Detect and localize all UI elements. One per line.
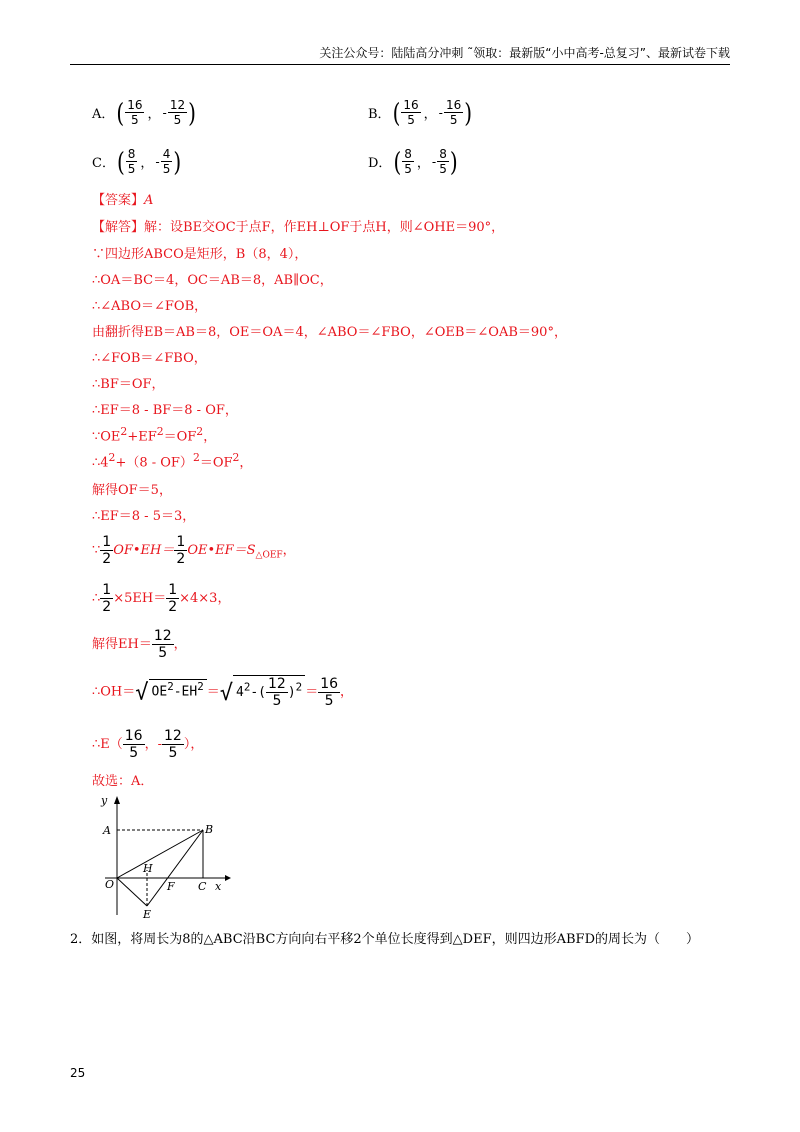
fraction: $\frac{8}{5}$ bbox=[127, 147, 136, 176]
option-a: A． ( $\frac{16}{5}$ ， - $\frac{12}{5}$ ) bbox=[92, 96, 196, 129]
label-e: E bbox=[143, 908, 152, 920]
fraction-half: $\frac{1}{2}$ bbox=[102, 582, 112, 615]
label-y: y bbox=[101, 794, 108, 807]
fraction-twelve-fifths: $\frac{12}{5}$ bbox=[153, 628, 172, 661]
segment-be bbox=[147, 830, 203, 906]
analysis-line-10: $\therefore 4^2+(8 - OF)^2=OF^2$， bbox=[92, 451, 253, 471]
analysis-line-14: ∴ $\frac{1}{2}$ ×5EH＝ $\frac{1}{2}$ ×4×3， bbox=[92, 582, 231, 615]
label-a: A bbox=[103, 824, 111, 837]
option-c: C． ( $\frac{8}{5}$ ， - $\frac{4}{5}$ ) bbox=[92, 145, 182, 178]
fraction: $\frac{16}{5}$ bbox=[446, 98, 462, 127]
page-header: 关注公众号：陆陆高分冲刺 ˜领取：最新版“小中高考-总复习”、最新试卷下载 bbox=[70, 44, 730, 65]
label-o: O bbox=[105, 878, 115, 891]
label-f: F bbox=[167, 880, 175, 893]
analysis-line-2: ∵四边形ABCO是矩形，B（8，4）， bbox=[92, 247, 308, 262]
sqrt-expression: √ $4^2-$( $\frac{12}{5}$ )$^2$ bbox=[220, 675, 305, 709]
analysis-line-18: 故选：A． bbox=[92, 774, 154, 789]
analysis-line-16: ∴OH＝√ $OE^2-EH^2$ ＝√ $4^2-$( $\frac{12}{5}$ )$^2$ ＝ $\frac{16}{5}$ ， bbox=[92, 675, 354, 709]
page-number: 25 bbox=[70, 1066, 86, 1080]
segment-ob bbox=[117, 830, 203, 878]
fraction-half: $\frac{1}{2}$ bbox=[176, 534, 186, 567]
option-d: D． ( $\frac{8}{5}$ ， - $\frac{8}{5}$ ) bbox=[368, 145, 458, 178]
y-axis-arrow bbox=[114, 796, 120, 804]
sqrt-expression: √ $OE^2-EH^2$ bbox=[135, 679, 206, 705]
analysis-line-8: ∴EF＝8 - BF＝8 - OF， bbox=[92, 403, 238, 418]
analysis-line-15: 解得EH＝ $\frac{12}{5}$ ， bbox=[92, 628, 187, 661]
fraction-twelve-fifths: $\frac{12}{5}$ bbox=[164, 728, 182, 761]
fraction: $\frac{8}{5}$ bbox=[439, 147, 447, 176]
fraction: $\frac{16}{5}$ bbox=[403, 98, 419, 127]
analysis-line-11: 解得OF＝5， bbox=[92, 483, 172, 498]
fraction-half: $\frac{1}{2}$ bbox=[168, 582, 178, 615]
geometry-figure bbox=[85, 790, 235, 920]
analysis-line-5: 由翻折得EB＝AB＝8，OE＝OA＝4，∠ABO＝∠FBO，∠OEB＝∠OAB＝90°， bbox=[92, 325, 567, 340]
fraction: $\frac{16}{5}$ bbox=[127, 98, 143, 127]
segment-oe bbox=[117, 878, 147, 906]
analysis-line-6: ∴∠FOB＝∠FBO， bbox=[92, 351, 207, 366]
analysis-line-4: ∴∠ABO＝∠FOB， bbox=[92, 299, 208, 314]
answer-line: 【答案】A bbox=[92, 193, 154, 208]
x-axis-arrow bbox=[225, 875, 231, 881]
analysis-line-9: $\because OE^2+EF^2=OF^2$， bbox=[92, 425, 217, 445]
analysis-line-1: 【解答】解：设BE交OC于点F，作EH⊥OF于点H，则∠OHE＝90°， bbox=[92, 220, 505, 235]
analysis-line-3: ∴OA＝BC＝4，OC＝AB＝8，AB∥OC， bbox=[92, 273, 333, 288]
label-x: x bbox=[215, 880, 222, 893]
fraction: $\frac{12}{5}$ bbox=[169, 98, 186, 127]
fraction: $\frac{4}{5}$ bbox=[162, 147, 171, 176]
question-2: 2．如图，将周长为8的△ABC沿BC方向向右平移2个单位长度得到△DEF，则四边形ABFD的周长为（ ） bbox=[70, 932, 699, 947]
analysis-line-13: ∵ $\frac{1}{2}$ OF•EH＝ $\frac{1}{2}$ $OE•EF=S_{\triangle OEF}$， bbox=[92, 534, 296, 567]
fraction: $\frac{8}{5}$ bbox=[404, 147, 412, 176]
analysis-line-7: ∴BF＝OF， bbox=[92, 377, 165, 392]
analysis-line-12: ∴EF＝8 - 5＝3， bbox=[92, 509, 196, 524]
label-b: B bbox=[205, 823, 214, 836]
fraction-half: $\frac{1}{2}$ bbox=[102, 534, 112, 567]
fraction-sixteen-fifths: $\frac{16}{5}$ bbox=[124, 728, 143, 761]
option-b: B． ( $\frac{16}{5}$ ， - $\frac{16}{5}$ ) bbox=[368, 96, 473, 129]
label-h: H bbox=[143, 862, 153, 875]
fraction-twelve-fifths: $\frac{12}{5}$ bbox=[268, 676, 286, 709]
label-c: C bbox=[198, 880, 207, 893]
fraction-sixteen-fifths: $\frac{16}{5}$ bbox=[320, 675, 339, 709]
analysis-line-17: ∴E（ $\frac{16}{5}$ ，- $\frac{12}{5}$ ）， bbox=[92, 728, 204, 761]
